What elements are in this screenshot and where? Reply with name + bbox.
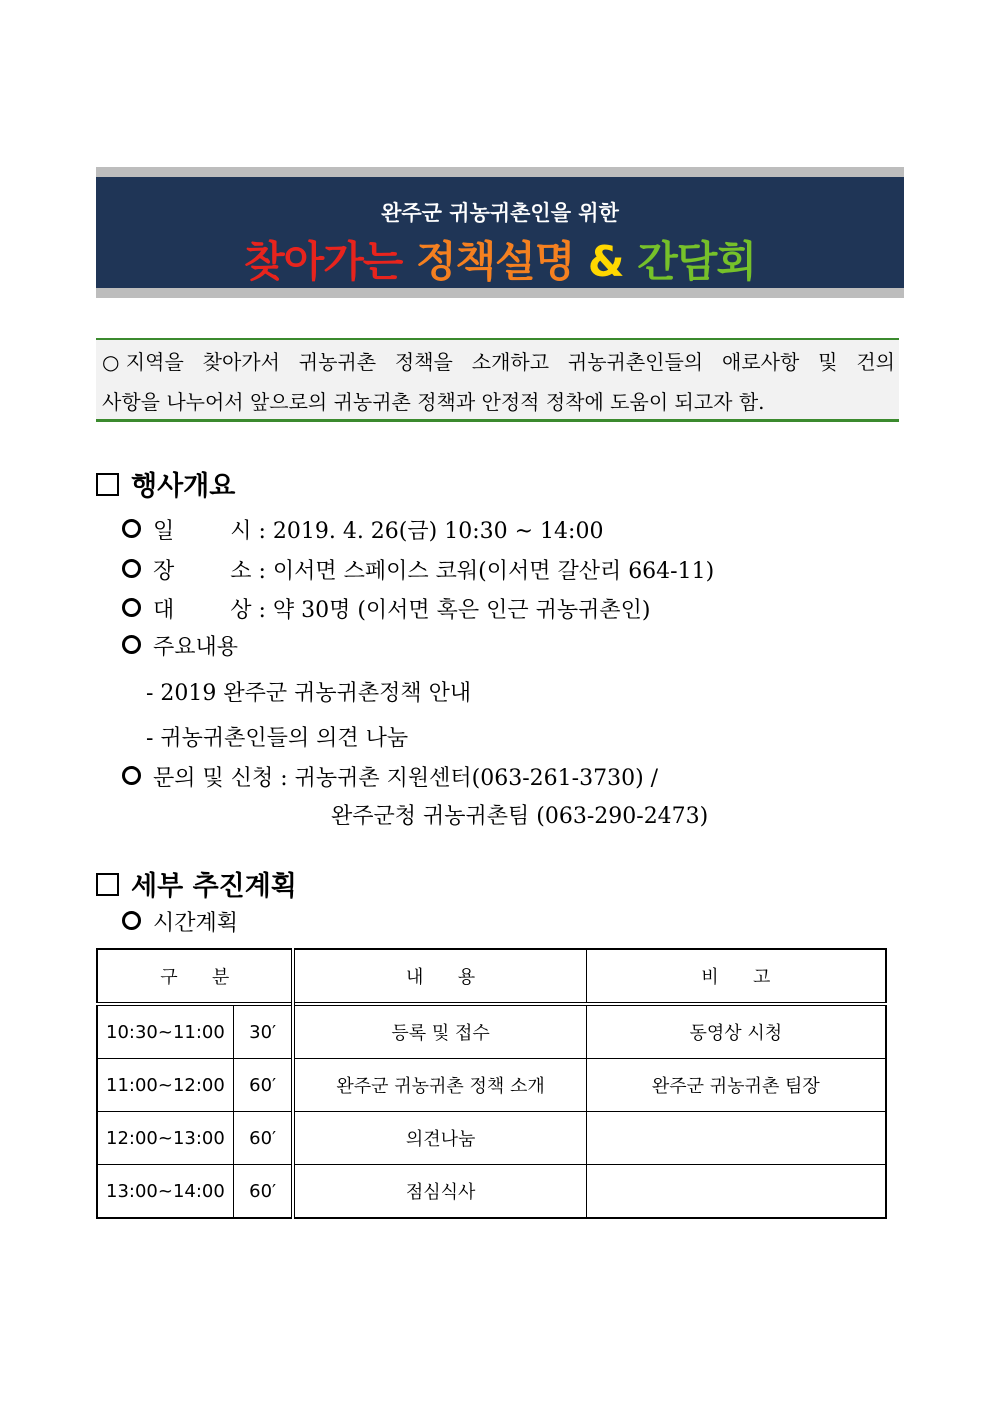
circle-bullet-icon: [122, 519, 141, 538]
cell-note: [586, 1165, 886, 1219]
info-row-place: 장 소 : 이서면 스페이스 코워(이서면 갈산리 664-11): [122, 554, 714, 585]
table-row: [97, 1059, 886, 1112]
table-row: [97, 1165, 886, 1219]
section2-heading: 세부 추진계획: [96, 864, 297, 903]
table-row: [97, 1112, 886, 1165]
circle-bullet-icon: [122, 766, 141, 785]
header-note: 비 고: [586, 949, 886, 1004]
header-content: 내 용: [293, 949, 586, 1004]
schedule-table: [96, 948, 887, 1219]
cell-note: 동영상 시청: [586, 1004, 886, 1059]
info-row-date: 일 시 : 2019. 4. 26(금) 10:30 ~ 14:00: [122, 514, 603, 545]
checkbox-square-icon: [96, 873, 119, 896]
header-category: 구 분: [97, 949, 293, 1004]
banner-title-part2: 정책설명: [416, 237, 575, 286]
circle-bullet-icon: [122, 559, 141, 578]
cell-duration: 60′: [233, 1059, 293, 1112]
table-row: [97, 1004, 886, 1059]
cell-content: 점심식사: [293, 1165, 586, 1219]
circle-bullet-icon: [122, 911, 141, 930]
intro-box: [96, 338, 899, 422]
intro-line-1: ○ 지역을 찾아가서 귀농귀촌 정책을 소개하고 귀농귀촌인들의 애로사항 및 건의: [102, 350, 895, 374]
circle-bullet-icon: [122, 598, 141, 617]
checkbox-square-icon: [96, 473, 119, 496]
banner-title-part1: 찾아가는: [244, 237, 403, 286]
cell-time: 13:00~14:00: [97, 1165, 233, 1219]
cell-note: [586, 1112, 886, 1165]
info-row-main-content: 주요내용: [122, 630, 238, 661]
banner-title: [96, 229, 904, 289]
cell-content: 의견나눔: [293, 1112, 586, 1165]
cell-duration: 30′: [233, 1004, 293, 1059]
schedule-subheading: 시간계획: [122, 906, 238, 937]
circle-bullet-icon: [122, 635, 141, 654]
contact-line-2: 완주군청 귀농귀촌팀 (063-290-2473): [331, 804, 709, 829]
cell-note: 완주군 귀농귀촌 팀장: [586, 1059, 886, 1112]
info-row-target: 대 상 : 약 30명 (이서면 혹은 인근 귀농귀촌인): [122, 593, 651, 624]
cell-time: 11:00~12:00: [97, 1059, 233, 1112]
cell-duration: 60′: [233, 1112, 293, 1165]
cell-content: 등록 및 접수: [293, 1004, 586, 1059]
cell-time: 12:00~13:00: [97, 1112, 233, 1165]
banner-title-part3: 간담회: [637, 237, 756, 286]
main-content-item: - 귀농귀촌인들의 의견 나눔: [146, 726, 409, 751]
table-header-row: [97, 949, 886, 1004]
main-content-item: - 2019 완주군 귀농귀촌정책 안내: [146, 681, 472, 706]
banner-title-amp: &: [587, 237, 624, 286]
cell-content: 완주군 귀농귀촌 정책 소개: [293, 1059, 586, 1112]
section1-heading: 행사개요: [96, 464, 235, 503]
cell-time: 10:30~11:00: [97, 1004, 233, 1059]
banner-subtitle: 완주군 귀농귀촌인을 위한: [381, 201, 619, 225]
title-banner: [96, 167, 904, 298]
info-row-contact: 문의 및 신청 : 귀농귀촌 지원센터(063-261-3730) /: [122, 761, 658, 792]
intro-line-2: 사항을 나누어서 앞으로의 귀농귀촌 정책과 안정적 정착에 도움이 되고자 함.: [102, 390, 765, 414]
cell-duration: 60′: [233, 1165, 293, 1219]
